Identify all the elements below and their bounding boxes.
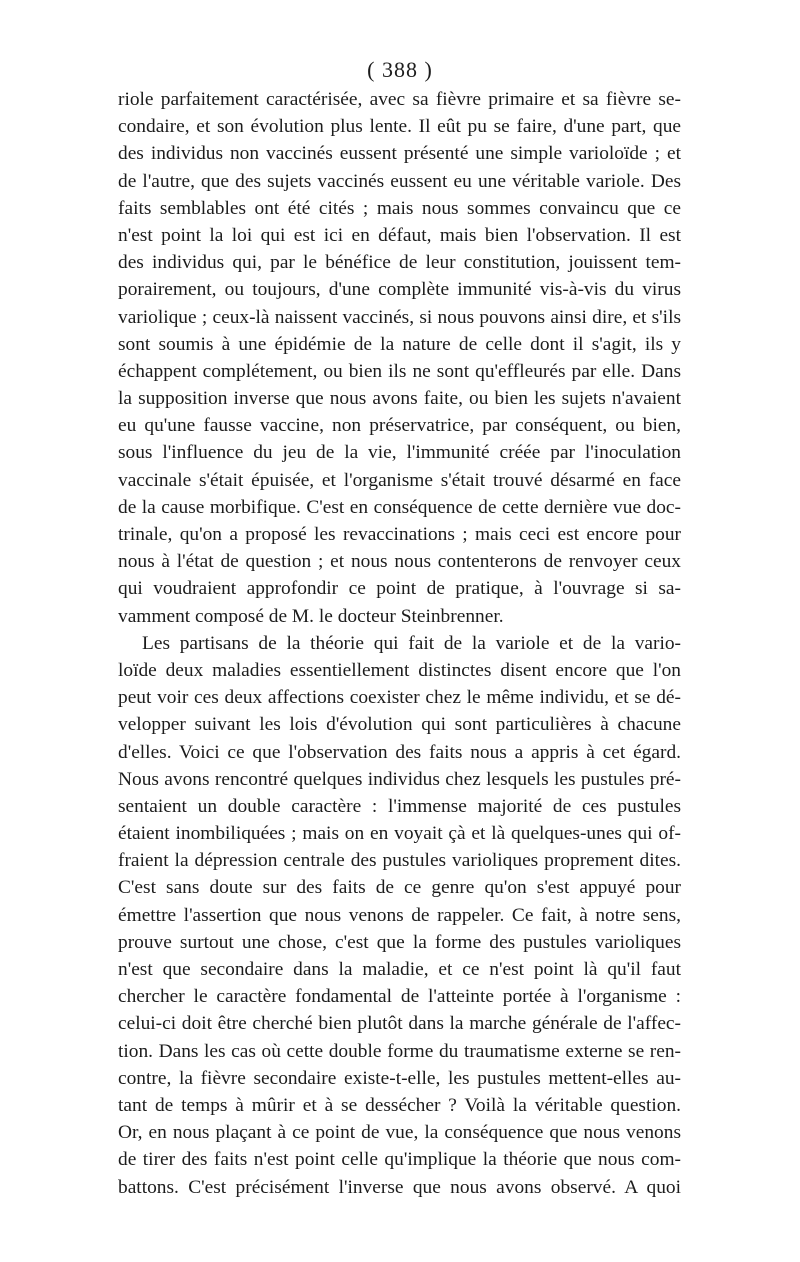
text-line: eu qu'une fausse vaccine, non préservatrice, par conséquent, ou bien, xyxy=(118,415,681,437)
text-line: sentaient un double caractère : l'immense majorité de ces pustules xyxy=(118,795,681,817)
text-line: étaient inombiliquées ; mais on en voyait çà et là quelques-unes qui of- xyxy=(118,823,681,845)
text-line: nous à l'état de question ; et nous nous contenterons de renvoyer ceux xyxy=(118,551,681,573)
text-line: la supposition inverse que nous avons faite, ou bien les sujets n'avaient xyxy=(118,388,681,410)
text-line: contre, la fièvre secondaire existe-t-elle, les pustules mettent-elles au- xyxy=(118,1067,681,1089)
text-line: tion. Dans les cas où cette double forme du traumatisme externe se ren- xyxy=(118,1040,681,1062)
text-line: sont soumis à une épidémie de la nature de celle dont il s'agit, ils y xyxy=(118,333,681,355)
text-line: de tirer des faits n'est point celle qu'implique la théorie que nous com- xyxy=(118,1149,681,1171)
text-line: prouve surtout une chose, c'est que la forme des pustules varioliques xyxy=(118,931,681,953)
text-line: riole parfaitement caractérisée, avec sa fièvre primaire et sa fièvre se- xyxy=(118,89,681,110)
text-line: condaire, et son évolution plus lente. Il eût pu se faire, d'une part, que xyxy=(118,116,681,138)
paragraph-first-line: Les partisans de la théorie qui fait de la variole et de la vario- xyxy=(142,632,681,654)
text-line: de l'autre, que des sujets vaccinés eussent eu une véritable variole. Des xyxy=(118,170,681,192)
text-line: trinale, qu'on a proposé les revaccinations ; mais ceci est encore pour xyxy=(118,524,681,545)
text-line: n'est point la loi qui est ici en défaut, mais bien l'observation. Il est xyxy=(118,224,681,246)
text-line: des individus non vaccinés eussent présenté une simple varioloïde ; et xyxy=(118,143,681,165)
page-number: ( 388 ) xyxy=(367,57,433,82)
text-line: loïde deux maladies essentiellement distinctes disent encore que l'on xyxy=(118,659,681,681)
text-line: chercher le caractère fondamental de l'atteinte portée à l'organisme : xyxy=(118,986,681,1008)
text-line: battons. C'est précisément l'inverse que nous avons observé. A quoi xyxy=(118,1176,681,1198)
text-line: vaccinale s'était épuisée, et l'organisme s'était trouvé désarmé en face xyxy=(118,469,681,491)
text-line: faits semblables ont été cités ; mais nous sommes convaincu que ce xyxy=(118,197,681,219)
text-line: Nous avons rencontré quelques individus chez lesquels les pustules pré- xyxy=(118,768,681,790)
text-line: échappent complétement, ou bien ils ne sont qu'effleurés par elle. Dans xyxy=(118,360,681,382)
text-line: Or, en nous plaçant à ce point de vue, la conséquence que nous venons xyxy=(118,1122,681,1144)
text-line: fraient la dépression centrale des pustules varioliques proprement dites. xyxy=(118,850,681,872)
text-line: des individus qui, par le bénéfice de leur constitution, jouissent tem- xyxy=(118,252,681,274)
text-line: tant de temps à mûrir et à se dessécher ? Voilà la véritable question. xyxy=(118,1094,681,1116)
text-line: C'est sans doute sur des faits de ce genre qu'on s'est appuyé pour xyxy=(118,877,681,899)
body-text xyxy=(118,86,681,1201)
text-line: peut voir ces deux affections coexister chez le même individu, et se dé- xyxy=(118,687,681,709)
text-line: de la cause morbifique. C'est en conséquence de cette dernière vue doc- xyxy=(118,496,681,518)
text-line: variolique ; ceux-là naissent vaccinés, si nous pouvons ainsi dire, et s'ils xyxy=(118,306,681,328)
text-line: sous l'influence du jeu de la vie, l'immunité créée par l'inoculation xyxy=(118,442,681,464)
text-line: celui-ci doit être cherché bien plutôt dans la marche générale de l'affec- xyxy=(118,1013,681,1035)
text-line: velopper suivant les lois d'évolution qui sont particulières à chacune xyxy=(118,714,681,736)
text-line: porairement, ou toujours, d'une complète immunité vis-à-vis du virus xyxy=(118,279,681,301)
paragraph-end-line: vamment composé de M. le docteur Steinbrenner. xyxy=(118,605,504,627)
text-line: émettre l'assertion que nous venons de rappeler. Ce fait, à notre sens, xyxy=(118,904,681,926)
text-line: n'est que secondaire dans la maladie, et ce n'est point là qu'il faut xyxy=(118,959,681,980)
text-line: d'elles. Voici ce que l'observation des faits nous a appris à cet égard. xyxy=(118,741,681,763)
text-line: qui voudraient approfondir ce point de pratique, à l'ouvrage si sa- xyxy=(118,578,681,600)
